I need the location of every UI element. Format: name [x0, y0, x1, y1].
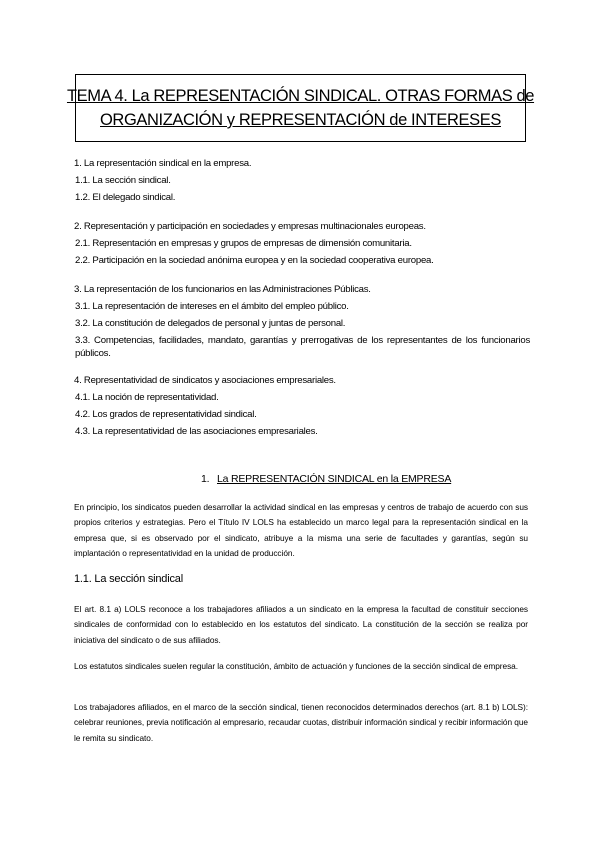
body-paragraph: Los trabajadores afiliados, en el marco de la sección sindical, tienen reconocidos determinados derechos (art. 8.1 b) LOLS): celebrar reuniones, previa notificación al empresario, recaudar cuotas, distribuir información sindical y recibir información que le remita su sindicato. — [74, 702, 528, 743]
toc-heading: 2. Representación y participación en sociedades y empresas multinacionales europeas. — [74, 221, 426, 232]
toc-item: 2.2. Participación en la sociedad anónima europea y en la sociedad cooperativa europea. — [75, 255, 434, 266]
body-paragraph: Los estatutos sindicales suelen regular la constitución, ámbito de actuación y funciones de la sección sindical de empresa. — [74, 661, 518, 671]
toc-item: 3.2. La constitución de delegados de personal y juntas de personal. — [75, 318, 346, 329]
title-line-1: TEMA 4. La REPRESENTACIÓN SINDICAL. OTRAS FORMAS de — [66, 87, 535, 105]
toc-heading: 4. Representatividad de sindicatos y asociaciones empresariales. — [74, 375, 336, 386]
toc-item: 1.2. El delegado sindical. — [75, 192, 176, 203]
section-number: 1. — [201, 473, 210, 485]
toc-item: 4.1. La noción de representatividad. — [75, 392, 219, 403]
title-line-2: ORGANIZACIÓN y REPRESENTACIÓN de INTERESES — [100, 111, 501, 129]
toc-item: 4.2. Los grados de representatividad sindical. — [75, 409, 257, 420]
section-intro-paragraph: En principio, los sindicatos pueden desarrollar la actividad sindical en las empresas y centros de trabajo de acuerdo con sus propios criterios y estrategias. Pero el Título IV LOLS ha establecido un marco legal para la representación sindical en la empresa que, si es observado por el sindicato, atribuye a la misma una serie de facultades y garantías, según su implantación o representatividad en la unidad de producción. — [74, 502, 528, 558]
section-heading — [201, 473, 451, 485]
toc-item: 4.3. La representatividad de las asociaciones empresariales. — [75, 426, 318, 437]
table-of-contents — [74, 155, 530, 452]
toc-heading: 1. La representación sindical en la empresa. — [74, 158, 252, 169]
toc-group-2 — [74, 218, 530, 269]
toc-group-3 — [74, 281, 530, 360]
toc-item: 1.1. La sección sindical. — [75, 175, 171, 186]
toc-group-1 — [74, 155, 530, 206]
toc-group-4 — [74, 372, 530, 440]
toc-item: 3.1. La representación de intereses en el ámbito del empleo público. — [75, 301, 349, 312]
body-paragraph: El art. 8.1 a) LOLS reconoce a los trabajadores afiliados a un sindicato en la empresa la facultad de constituir secciones sindicales de conformidad con lo establecido en los estatutos del sindicato. La constitución de la sección se realiza por iniciativa del sindicato o de sus afiliados. — [74, 604, 528, 645]
subsection-title: 1.1. La sección sindical — [74, 573, 183, 585]
toc-item: 3.3. Competencias, facilidades, mandato, garantías y prerrogativas de los representantes de los funcionarios públicos. — [75, 335, 530, 359]
toc-heading: 3. La representación de los funcionarios en las Administraciones Públicas. — [74, 284, 371, 295]
section-title: La REPRESENTACIÓN SINDICAL en la EMPRESA — [217, 473, 452, 485]
title-box — [66, 74, 535, 142]
toc-item: 2.1. Representación en empresas y grupos de empresas de dimensión comunitaria. — [75, 238, 412, 249]
